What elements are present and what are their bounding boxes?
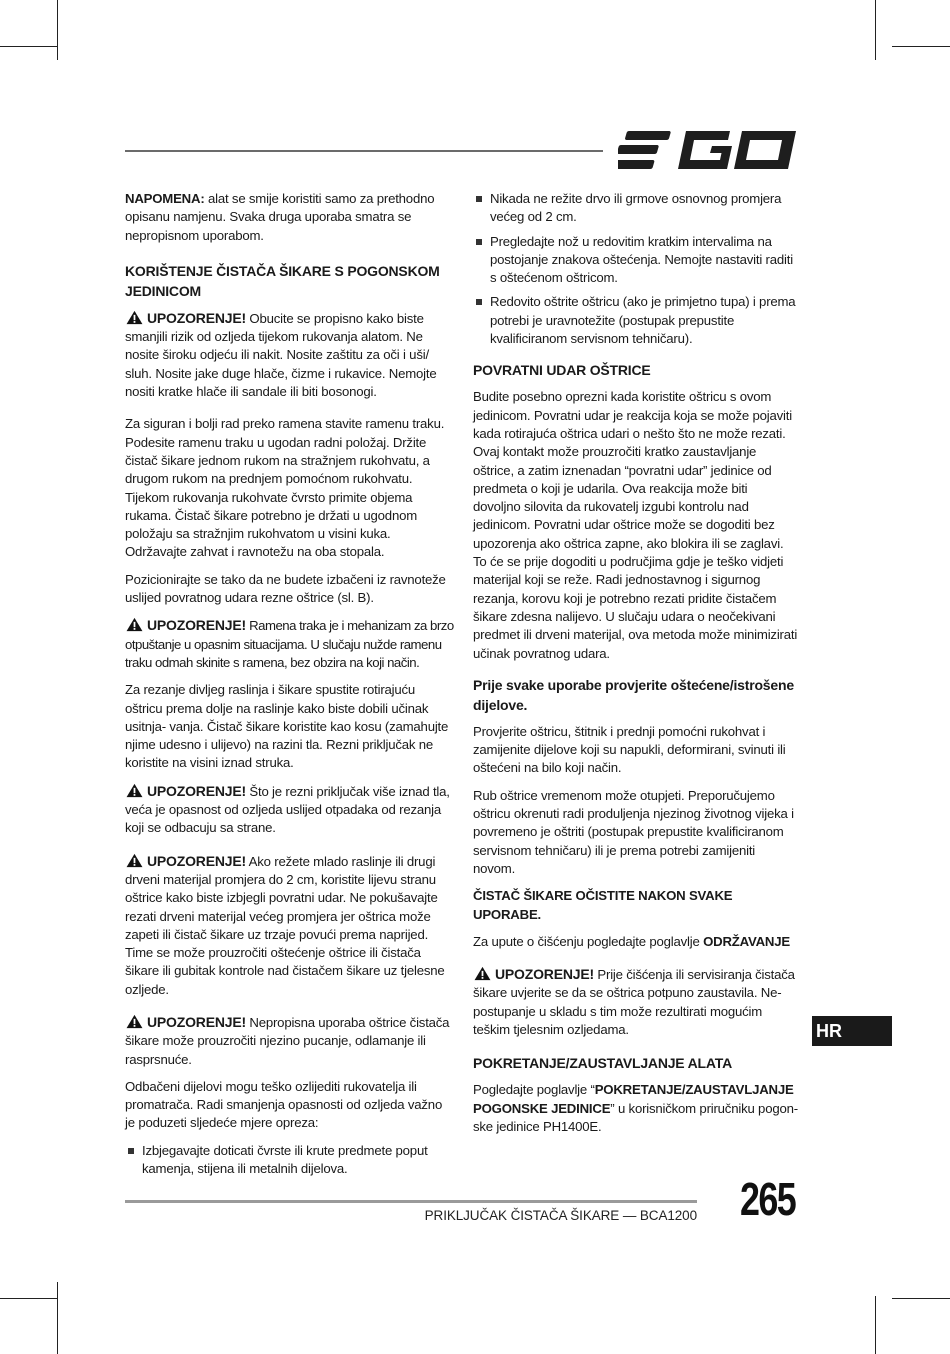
crop-mark <box>57 1282 58 1354</box>
crop-mark <box>892 46 950 47</box>
list-item-text: Izbjegavajte doticati čvrste ili krute predmete poput kamenja, stijena ili metalnih dijelova. <box>142 1142 428 1177</box>
crop-mark <box>57 0 58 60</box>
list-item-text: Pregledajte nož u redovitim kratkim intervalima na postojanje znakova oštećenja. Nemojte nastaviti raditi s oštećenom oštricom. <box>490 233 793 286</box>
paragraph: Za siguran i bolji rad preko ramena stavite ramenu traku. Podesite ramenu traku u ugodan radni položaj. Držite čistač šikare jednom rukom na stražnjem rukohvatu, a drugom rukom na prednjem pomoćnom rukohvatu. Tijekom rukovanja rukohvate čvrsto primite objema rukama. Čistač šikare potrebno je držati u ugodnom položaju sa stražnjim rukohvatom u visini kuka. Održavajte zahvat i ravnotežu na oba stopala. <box>125 416 445 560</box>
crop-mark <box>0 1298 58 1299</box>
warning-block <box>125 852 455 999</box>
bullet-icon <box>476 239 482 245</box>
right-column <box>473 190 798 1145</box>
section-heading-inspect: Prije svake uporabe provjerite oštećene/istrošene dijelove. <box>473 676 794 713</box>
list-item <box>473 233 798 288</box>
reference-maintenance: ODRŽAVANJE <box>703 933 790 949</box>
header-rule <box>125 150 603 152</box>
bullet-icon <box>476 299 482 305</box>
warning-icon <box>125 617 144 632</box>
warning-label: UPOZORENJE! <box>147 782 246 799</box>
warning-block <box>125 782 455 838</box>
warning-block <box>125 616 455 672</box>
warning-label: UPOZORENJE! <box>147 1013 246 1030</box>
warning-icon <box>473 966 492 981</box>
bullet-list <box>125 1142 455 1179</box>
page-number: 265 <box>740 1173 796 1225</box>
warning-label: UPOZORENJE! <box>147 852 246 869</box>
paragraph <box>473 933 798 951</box>
list-item <box>125 1142 455 1179</box>
note-text: alat se smije koristiti samo za prethodno opisanu namjenu. Svaka druga uporaba smatra se nepropisnom uporabom. <box>125 191 435 243</box>
paragraph: Odbačeni dijelovi mogu teško ozlijediti rukovatelja ili promatrača. Radi smanjenja opasnosti od ozljeda važno je poduzeti sljedeće mjere opreza: <box>125 1078 443 1131</box>
paragraph: Za rezanje divljeg raslinja i šikare spustite rotirajuću oštricu prema dolje na raslinje kako biste dobili učinak usitnja- vanja. Čistač šikare koristite kao kosu (zamahujte njime udesno i ulijevo) na razini tla. Rezni priključak ne koristite na visini iznad struka. <box>125 682 449 771</box>
reference-start-stop: POKRETANJE/ZAUSTAVLJANJE POGONSKE JEDINICE <box>473 1082 794 1116</box>
warning-block <box>125 1013 455 1069</box>
warning-icon <box>125 310 144 325</box>
paragraph-text: Za upute o čišćenju pogledajte poglavlje <box>473 933 704 949</box>
warning-text: Ramena traka je i mehanizam za brzo otpuštanje u opasnim situacijama. U slučaju nužde ramenu traku odmah skinite s ramena, bez obzira na koji način. <box>125 618 454 670</box>
ego-logo <box>618 128 800 172</box>
bullet-list <box>473 190 798 348</box>
paragraph-text: ” u korisničkom priručniku pogon- ske jedinice PH1400E. <box>473 1100 798 1134</box>
section-heading-start-stop: POKRETANJE/ZAUSTAVLJANJE ALATA <box>473 1055 732 1072</box>
warning-block <box>473 965 798 1039</box>
warning-icon <box>125 1014 144 1029</box>
warning-text: Prije čišćenja ili servisiranja čistača šikare uvjerite se da se oštrica potpuno zaustavila. Ne- postupanje u skladu s tim može rezultirati mogućim teškim tjelesnim ozljedama. <box>473 967 795 1037</box>
warning-icon <box>125 783 144 798</box>
paragraph <box>473 1081 798 1136</box>
crop-mark <box>875 1296 876 1354</box>
crop-mark <box>0 46 58 47</box>
section-heading-kickback: POVRATNI UDAR OŠTRICE <box>473 362 651 379</box>
clean-notice: ČISTAČ ŠIKARE OČISTITE NAKON SVAKE UPORABE. <box>473 888 733 922</box>
warning-block <box>125 309 455 401</box>
warning-label: UPOZORENJE! <box>147 309 246 326</box>
language-tab: HR <box>812 1016 892 1046</box>
paragraph: Budite posebno oprezni kada koristite oštricu s ovom jedinicom. Povratni udar je reakcija koja se može pojaviti kada rotirajuća oštrica udari o nešto što ne može rezati. Ovaj kontakt može prouzročiti kratko zaustavljanje oštrice, a zatim iznenadan “povratni udar” jedinice od predmeta o koji je udarila. Ova reakcija može biti dovoljno silovita da rukovatelj izgubi kontrolu nad jedinicom. Povratni udar oštrice može se dogoditi bez upozorenja ako oštrica zapne, ako blokira ili se zaglavi. To će se prije dogoditi u područjima gdje je teško vidjeti materijal koji se reže. Radi jednostavnog i sigurnog rezanja, korovu koji je potrebno rezati pridite čistačem šikare zdesna nalijevo. U slučaju udara o neočekivani predmet ili drveni materijal, ova metoda može minimizirati učinak povratnog udara. <box>473 389 798 661</box>
footer-rule <box>125 1200 697 1203</box>
footer-title: PRIKLJUČAK ČISTAČA ŠIKARE — BCA1200 <box>424 1208 697 1223</box>
list-item-text: Redovito oštrite oštricu (ako je primjetno tupa) i prema potrebi je uravnotežite (postupak prepustite kvalificiranom servisnom tehničaru). <box>490 294 796 347</box>
left-column <box>125 190 455 1187</box>
crop-mark <box>892 1298 950 1299</box>
warning-label: UPOZORENJE! <box>147 617 246 634</box>
note-label: NAPOMENA: <box>125 191 205 206</box>
warning-text: Ako režete mlado raslinje ili drugi drveni materijal promjera do 2 cm, koristite lijevu stranu oštrice kako biste izbjegli povratni udar. Ne pokušavajte rezati drveni materijal većeg promjera jer oštrica može zapeti ili čistač šikare uz trzaje povući prema naprijed. Time se može prouzročiti oštećenje oštrice ili čistača šikare ili gubitak kontrole nad čistačem šikare uz tjelesne ozljede. <box>125 853 445 997</box>
list-item-text: Nikada ne režite drvo ili grmove osnovnog promjera većeg od 2 cm. <box>490 191 782 225</box>
list-item <box>473 293 798 348</box>
note-paragraph <box>125 190 455 245</box>
warning-label: UPOZORENJE! <box>495 966 594 983</box>
paragraph: Provjerite oštricu, štitnik i prednji pomoćni rukohvat i zamijenite dijelove koji su napukli, deformirani, svinuti ili oštećeni na bilo koji način. <box>473 723 786 776</box>
warning-text: Nepropisna uporaba oštrice čistača šikare može prouzročiti njezino pucanje, odlamanje ili rasprsnuće. <box>125 1014 450 1067</box>
section-heading-usage: KORIŠTENJE ČISTAČA ŠIKARE S POGONSKOM JEDINICOM <box>125 262 440 299</box>
crop-mark <box>875 0 876 60</box>
paragraph: Rub oštrice vremenom može otupjeti. Preporučujemo oštricu okrenuti radi produljenja njezinog životnog vijeka i povremeno je oštriti (postupak prepustite kvalificiranom servisnom tehničaru) ili je prema potrebi zamijeniti novom. <box>473 787 794 876</box>
bullet-icon <box>128 1148 134 1154</box>
warning-text: Što je rezni priključak više iznad tla, veća je opasnost od ozljeda uslijed otpadaka od rezanja koji se odbacuju sa strane. <box>125 783 450 836</box>
paragraph-text: Pogledajte poglavlje “ <box>473 1082 595 1098</box>
bullet-icon <box>476 196 482 202</box>
paragraph: Pozicionirajte se tako da ne budete izbačeni iz ravnoteže uslijed povratnog udara rezne oštrice (sl. B). <box>125 571 446 606</box>
warning-icon <box>125 853 144 868</box>
warning-text: Obucite se propisno kako biste smanjili rizik od ozljeda tijekom rukovanja alatom. Ne nosite široku odjeću ili nakit. Nosite zaštitu za oči i uši/ sluh. Nosite jake duge hlače, čizme i rukavice. Nemojte nositi kratke hlače ili sandale ili biti bosonogi. <box>125 310 437 400</box>
list-item <box>473 190 798 227</box>
